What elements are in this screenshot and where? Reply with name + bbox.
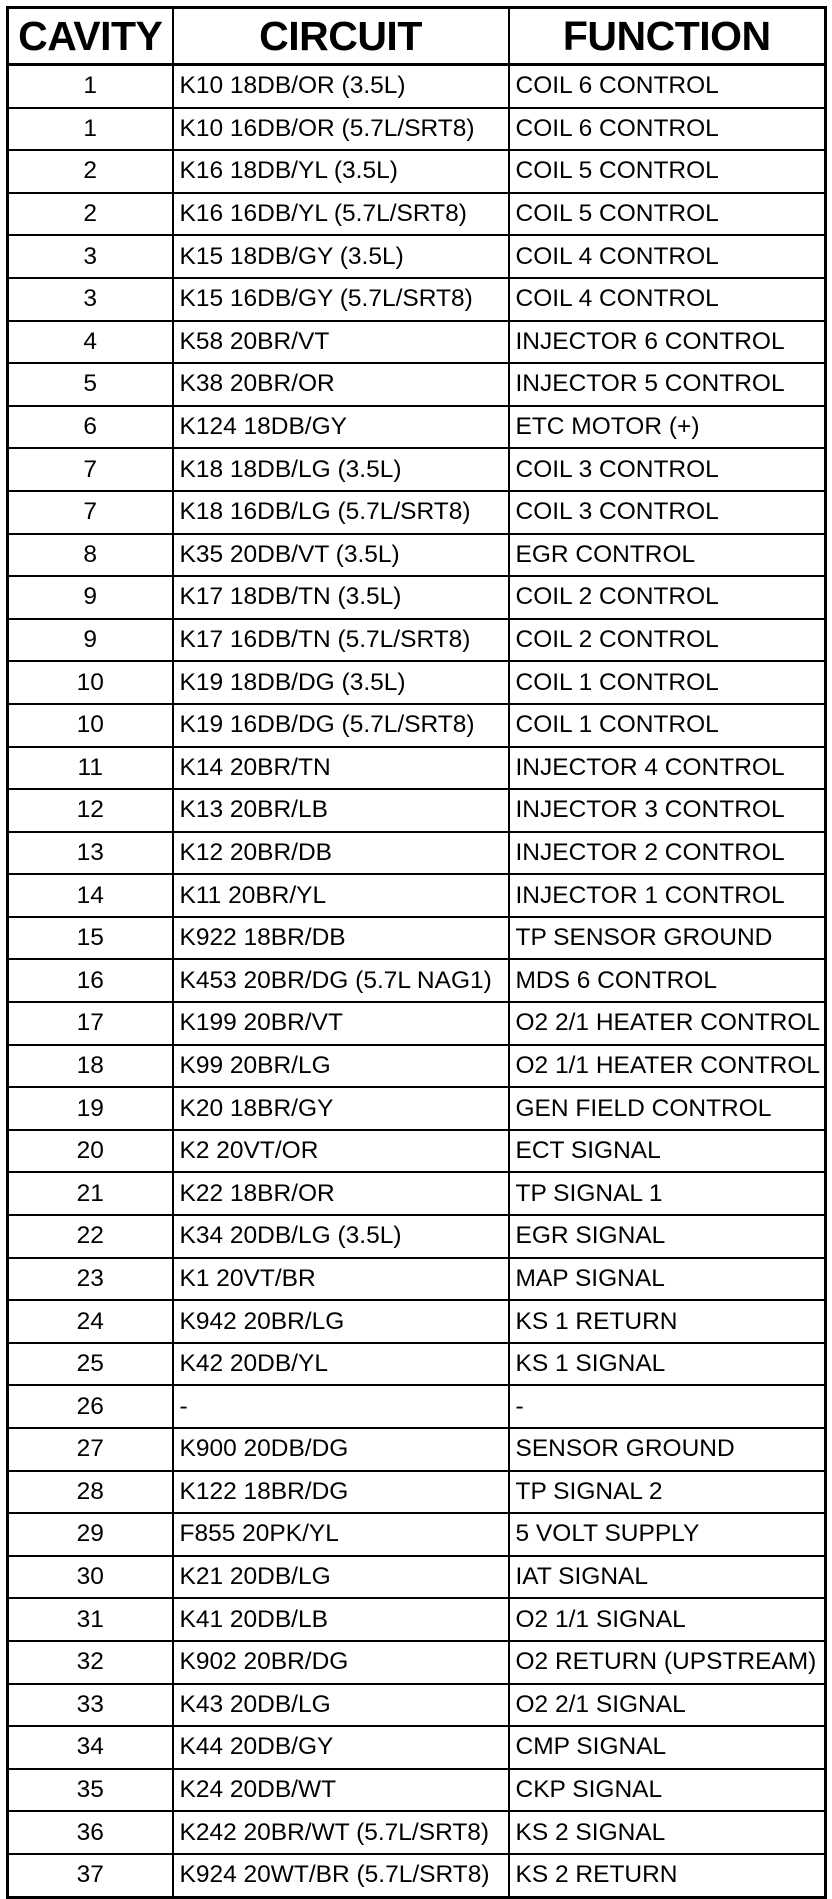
table-row (8, 747, 826, 790)
table-row (8, 1300, 826, 1343)
circuit-cell: K43 20DB/LG (173, 1684, 509, 1727)
table-row (8, 235, 826, 278)
table-row (8, 1598, 826, 1641)
table-row (8, 1385, 826, 1428)
circuit-cell: K99 20BR/LG (173, 1045, 509, 1088)
circuit-cell: - (173, 1385, 509, 1428)
function-cell: INJECTOR 2 CONTROL (509, 832, 826, 875)
circuit-cell: K13 20BR/LB (173, 789, 509, 832)
cavity-cell: 8 (8, 534, 173, 577)
function-column-header: FUNCTION (509, 8, 826, 65)
function-cell: MAP SIGNAL (509, 1258, 826, 1301)
cavity-cell: 36 (8, 1811, 173, 1854)
cavity-cell: 32 (8, 1641, 173, 1684)
function-cell: KS 1 SIGNAL (509, 1343, 826, 1386)
function-cell: COIL 1 CONTROL (509, 661, 826, 704)
cavity-cell: 4 (8, 321, 173, 364)
cavity-cell: 5 (8, 363, 173, 406)
table-row (8, 363, 826, 406)
function-cell: TP SIGNAL 2 (509, 1471, 826, 1514)
circuit-cell: K19 16DB/DG (5.7L/SRT8) (173, 704, 509, 747)
table-row (8, 1556, 826, 1599)
cavity-cell: 14 (8, 874, 173, 917)
table-row (8, 1641, 826, 1684)
cavity-cell: 3 (8, 278, 173, 321)
function-cell: KS 2 RETURN (509, 1854, 826, 1897)
circuit-cell: K453 20BR/DG (5.7L NAG1) (173, 959, 509, 1002)
circuit-cell: K42 20DB/YL (173, 1343, 509, 1386)
function-cell: TP SENSOR GROUND (509, 917, 826, 960)
table-row (8, 789, 826, 832)
circuit-cell: K58 20BR/VT (173, 321, 509, 364)
table-row (8, 576, 826, 619)
function-cell: COIL 5 CONTROL (509, 150, 826, 193)
cavity-cell: 9 (8, 576, 173, 619)
header-row (8, 8, 826, 65)
cavity-cell: 12 (8, 789, 173, 832)
table-row (8, 1215, 826, 1258)
cavity-cell: 1 (8, 108, 173, 151)
circuit-cell: K17 18DB/TN (3.5L) (173, 576, 509, 619)
function-cell: INJECTOR 3 CONTROL (509, 789, 826, 832)
cavity-cell: 23 (8, 1258, 173, 1301)
function-cell: SENSOR GROUND (509, 1428, 826, 1471)
function-cell: ETC MOTOR (+) (509, 406, 826, 449)
circuit-cell: K16 16DB/YL (5.7L/SRT8) (173, 193, 509, 236)
circuit-cell: K11 20BR/YL (173, 874, 509, 917)
function-cell: GEN FIELD CONTROL (509, 1087, 826, 1130)
circuit-cell: K12 20BR/DB (173, 832, 509, 875)
cavity-cell: 6 (8, 406, 173, 449)
cavity-cell: 1 (8, 65, 173, 108)
function-cell: COIL 4 CONTROL (509, 278, 826, 321)
function-cell: COIL 5 CONTROL (509, 193, 826, 236)
cavity-cell: 2 (8, 150, 173, 193)
function-cell: INJECTOR 4 CONTROL (509, 747, 826, 790)
table-row (8, 1471, 826, 1514)
cavity-cell: 10 (8, 661, 173, 704)
cavity-cell: 27 (8, 1428, 173, 1471)
cavity-cell: 9 (8, 619, 173, 662)
function-cell: INJECTOR 5 CONTROL (509, 363, 826, 406)
function-cell: EGR SIGNAL (509, 1215, 826, 1258)
table-row (8, 448, 826, 491)
cavity-column-header: CAVITY (8, 8, 173, 65)
function-cell: COIL 3 CONTROL (509, 448, 826, 491)
function-cell: MDS 6 CONTROL (509, 959, 826, 1002)
table-row (8, 1258, 826, 1301)
table-row (8, 1769, 826, 1812)
cavity-cell: 7 (8, 448, 173, 491)
cavity-cell: 26 (8, 1385, 173, 1428)
cavity-cell: 28 (8, 1471, 173, 1514)
cavity-cell: 30 (8, 1556, 173, 1599)
circuit-cell: K924 20WT/BR (5.7L/SRT8) (173, 1854, 509, 1897)
table-header (8, 8, 826, 65)
circuit-cell: K15 18DB/GY (3.5L) (173, 235, 509, 278)
table-row (8, 1343, 826, 1386)
cavity-cell: 18 (8, 1045, 173, 1088)
table-row (8, 108, 826, 151)
function-cell: IAT SIGNAL (509, 1556, 826, 1599)
circuit-cell: K10 16DB/OR (5.7L/SRT8) (173, 108, 509, 151)
function-cell: O2 2/1 HEATER CONTROL (509, 1002, 826, 1045)
circuit-cell: K922 18BR/DB (173, 917, 509, 960)
function-cell: KS 1 RETURN (509, 1300, 826, 1343)
circuit-cell: K17 16DB/TN (5.7L/SRT8) (173, 619, 509, 662)
circuit-cell: K14 20BR/TN (173, 747, 509, 790)
function-cell: EGR CONTROL (509, 534, 826, 577)
function-cell: TP SIGNAL 1 (509, 1172, 826, 1215)
table-row (8, 406, 826, 449)
table-row (8, 1045, 826, 1088)
function-cell: COIL 3 CONTROL (509, 491, 826, 534)
table-body (8, 65, 826, 1898)
function-cell: O2 RETURN (UPSTREAM) (509, 1641, 826, 1684)
circuit-cell: K21 20DB/LG (173, 1556, 509, 1599)
table-row (8, 959, 826, 1002)
cavity-cell: 10 (8, 704, 173, 747)
cavity-cell: 33 (8, 1684, 173, 1727)
table-row (8, 534, 826, 577)
circuit-cell: K41 20DB/LB (173, 1598, 509, 1641)
cavity-cell: 17 (8, 1002, 173, 1045)
cavity-cell: 15 (8, 917, 173, 960)
circuit-cell: K19 18DB/DG (3.5L) (173, 661, 509, 704)
cavity-cell: 31 (8, 1598, 173, 1641)
table-row (8, 704, 826, 747)
cavity-cell: 37 (8, 1854, 173, 1897)
cavity-cell: 13 (8, 832, 173, 875)
function-cell: O2 2/1 SIGNAL (509, 1684, 826, 1727)
circuit-cell: K22 18BR/OR (173, 1172, 509, 1215)
cavity-cell: 35 (8, 1769, 173, 1812)
function-cell: O2 1/1 HEATER CONTROL (509, 1045, 826, 1088)
circuit-cell: K34 20DB/LG (3.5L) (173, 1215, 509, 1258)
table-row (8, 1513, 826, 1556)
function-cell: ECT SIGNAL (509, 1130, 826, 1173)
cavity-cell: 7 (8, 491, 173, 534)
table-row (8, 874, 826, 917)
circuit-cell: K24 20DB/WT (173, 1769, 509, 1812)
table-row (8, 321, 826, 364)
circuit-cell: K20 18BR/GY (173, 1087, 509, 1130)
function-cell: COIL 2 CONTROL (509, 619, 826, 662)
cavity-cell: 3 (8, 235, 173, 278)
function-cell: COIL 4 CONTROL (509, 235, 826, 278)
cavity-cell: 11 (8, 747, 173, 790)
function-cell: COIL 6 CONTROL (509, 65, 826, 108)
cavity-cell: 34 (8, 1726, 173, 1769)
function-cell: INJECTOR 6 CONTROL (509, 321, 826, 364)
table-row (8, 150, 826, 193)
table-row (8, 491, 826, 534)
cavity-cell: 2 (8, 193, 173, 236)
circuit-cell: K35 20DB/VT (3.5L) (173, 534, 509, 577)
table-row (8, 917, 826, 960)
circuit-cell: K44 20DB/GY (173, 1726, 509, 1769)
function-cell: CMP SIGNAL (509, 1726, 826, 1769)
circuit-cell: K38 20BR/OR (173, 363, 509, 406)
circuit-cell: K900 20DB/DG (173, 1428, 509, 1471)
circuit-cell: K18 16DB/LG (5.7L/SRT8) (173, 491, 509, 534)
circuit-cell: K16 18DB/YL (3.5L) (173, 150, 509, 193)
table-row (8, 1087, 826, 1130)
table-row (8, 1002, 826, 1045)
circuit-cell: K2 20VT/OR (173, 1130, 509, 1173)
table-row (8, 832, 826, 875)
circuit-cell: K15 16DB/GY (5.7L/SRT8) (173, 278, 509, 321)
cavity-cell: 21 (8, 1172, 173, 1215)
table-row (8, 193, 826, 236)
circuit-cell: K199 20BR/VT (173, 1002, 509, 1045)
connector-pinout-sheet (6, 6, 824, 1899)
circuit-cell: F855 20PK/YL (173, 1513, 509, 1556)
table-row (8, 1172, 826, 1215)
cavity-cell: 19 (8, 1087, 173, 1130)
function-cell: COIL 6 CONTROL (509, 108, 826, 151)
cavity-cell: 16 (8, 959, 173, 1002)
table-row (8, 278, 826, 321)
cavity-cell: 29 (8, 1513, 173, 1556)
function-cell: INJECTOR 1 CONTROL (509, 874, 826, 917)
table-row (8, 619, 826, 662)
circuit-cell: K122 18BR/DG (173, 1471, 509, 1514)
circuit-cell: K902 20BR/DG (173, 1641, 509, 1684)
pinout-table (6, 6, 827, 1899)
table-row (8, 1854, 826, 1897)
function-cell: COIL 2 CONTROL (509, 576, 826, 619)
circuit-column-header: CIRCUIT (173, 8, 509, 65)
table-row (8, 1428, 826, 1471)
circuit-cell: K124 18DB/GY (173, 406, 509, 449)
table-row (8, 1811, 826, 1854)
cavity-cell: 24 (8, 1300, 173, 1343)
function-cell: CKP SIGNAL (509, 1769, 826, 1812)
table-row (8, 1130, 826, 1173)
cavity-cell: 22 (8, 1215, 173, 1258)
circuit-cell: K10 18DB/OR (3.5L) (173, 65, 509, 108)
cavity-cell: 25 (8, 1343, 173, 1386)
function-cell: COIL 1 CONTROL (509, 704, 826, 747)
circuit-cell: K1 20VT/BR (173, 1258, 509, 1301)
table-row (8, 1684, 826, 1727)
cavity-cell: 20 (8, 1130, 173, 1173)
function-cell: 5 VOLT SUPPLY (509, 1513, 826, 1556)
table-row (8, 65, 826, 108)
function-cell: - (509, 1385, 826, 1428)
table-row (8, 1726, 826, 1769)
circuit-cell: K18 18DB/LG (3.5L) (173, 448, 509, 491)
table-row (8, 661, 826, 704)
function-cell: KS 2 SIGNAL (509, 1811, 826, 1854)
function-cell: O2 1/1 SIGNAL (509, 1598, 826, 1641)
circuit-cell: K242 20BR/WT (5.7L/SRT8) (173, 1811, 509, 1854)
circuit-cell: K942 20BR/LG (173, 1300, 509, 1343)
